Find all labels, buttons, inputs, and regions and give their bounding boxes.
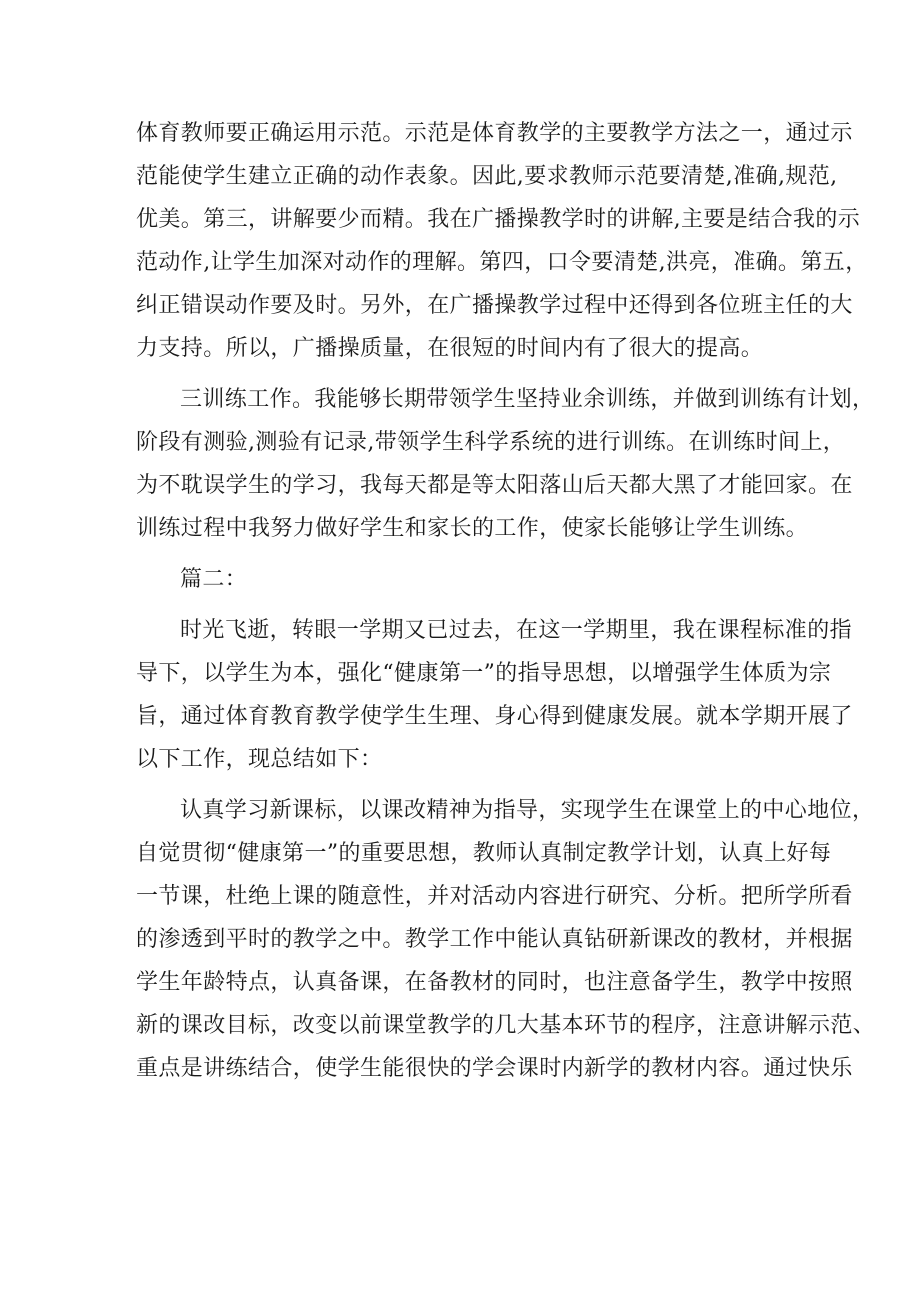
section-heading-text: 篇二：	[180, 567, 248, 592]
paragraph-line: 体育教师要正确运用示范。示范是体育教学的主要教学方法之一，通过示	[136, 121, 853, 146]
paragraph-line: 力支持。所以，广播操质量，在很短的时间内有了很大的提高。	[136, 336, 764, 361]
paragraph-line: 阶段有测验,测验有记录,带领学生科学系统的进行训练。在训练时间上，	[136, 430, 846, 455]
paragraph-line: 导下，以学生为本，强化“健康第一”的指导思想，以增强学生体质为宗	[136, 661, 832, 686]
document-body	[136, 112, 876, 1090]
section-heading	[136, 558, 796, 601]
paragraph-line: 自觉贯彻“健康第一”的重要思想，教师认真制定教学计划，认真上好每	[136, 841, 832, 866]
paragraph-line: 优美。第三，讲解要少而精。我在广播操教学时的讲解,主要是结合我的示	[136, 207, 861, 232]
paragraph-line: 为不耽误学生的学习，我每天都是等太阳落山后天都大黑了才能回家。在	[136, 473, 853, 498]
paragraph-1	[136, 112, 868, 370]
paragraph-line: 的渗透到平时的教学之中。教学工作中能认真钻研新课改的教材，并根据	[136, 927, 853, 952]
paragraph-3	[136, 609, 853, 781]
paragraph-line: 三训练工作。我能够长期带领学生坚持业余训练，并做到训练有计划，	[180, 387, 875, 412]
paragraph-line: 范能使学生建立正确的动作表象。因此,要求教师示范要清楚,准确,规范,	[136, 164, 838, 189]
paragraph-line: 训练过程中我努力做好学生和家长的工作，使家长能够让学生训练。	[136, 516, 809, 541]
paragraph-line: 一节课，杜绝上课的随意性，并对活动内容进行研究、分析。把所学所看	[136, 884, 853, 909]
paragraph-line: 以下工作，现总结如下：	[136, 747, 383, 772]
paragraph-line: 新的课改目标，改变以前课堂教学的几大基本环节的程序，注意讲解示范、	[136, 1013, 876, 1038]
paragraph-line: 重点是讲练结合，使学生能很快的学会课时内新学的教材内容。通过快乐	[136, 1056, 853, 1081]
paragraph-line: 纠正错误动作要及时。另外，在广播操教学过程中还得到各位班主任的大	[136, 293, 853, 318]
paragraph-line: 认真学习新课标，以课改精神为指导，实现学生在课堂上的中心地位，	[180, 798, 875, 823]
paragraph-2	[136, 378, 875, 550]
paragraph-line: 范动作,让学生加深对动作的理解。第四，口令要清楚,洪亮，准确。第五，	[136, 250, 868, 275]
paragraph-4	[136, 789, 876, 1090]
paragraph-line: 时光飞逝，转眼一学期又已过去，在这一学期里，我在课程标准的指	[180, 618, 853, 643]
paragraph-line: 旨，通过体育教育教学使学生生理、身心得到健康发展。就本学期开展了	[136, 704, 853, 729]
paragraph-line: 学生年龄特点，认真备课，在备教材的同时，也注意备学生，教学中按照	[136, 970, 853, 995]
